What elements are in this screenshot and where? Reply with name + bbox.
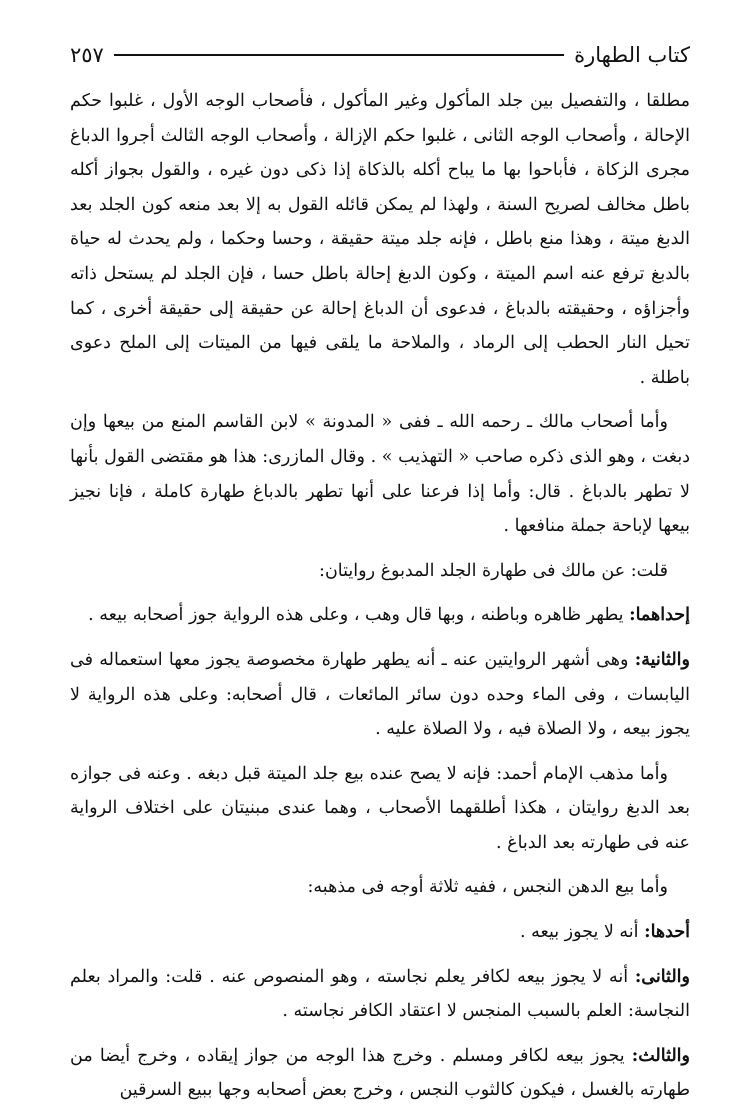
paragraph-7: [70, 870, 690, 905]
paragraph-4: [70, 598, 690, 633]
paragraph-8: [70, 915, 690, 950]
paragraph-text: مطلقا ، والتفصيل بين جلد المأكول وغير المأكول ، فأصحاب الوجه الأول ، غلبوا حكم الإحالة ، وأصحاب الوجه الثانى ، غلبوا حكم الإزالة ، وأصحاب الوجه الثالث أجروا الدباغ مجرى الزكاة ، فأباحوا بها ما يباح أكله بالذكاة إذا ذكى دون غيره ، والقول بجواز أكله باطل مخالف لصريح السنة ، ولهذا لم يمكن قائله القول به إلا بعد منعه كون الجلد بعد الدبغ ميتة ، وهذا منع باطل ، فإنه جلد ميتة حقيقة ، وحسا وحكما ، ولم يحدث له حياة بالدبغ ترفع عنه اسم الميتة ، وكون الدبغ إحالة باطل حسا ، فإن الجلد لم يستحل ذاته وأجزاؤه ، وحقيقته بالدباغ ، فدعوى أن الدباغ إحالة عن حقيقة إلى حقيقة أخرى ، كما تحيل النار الحطب إلى الرماد ، والملاحة ما يلقى فيها من الميتات إلى الملح دعوى باطلة .: [70, 91, 690, 388]
paragraph-3: [70, 554, 690, 589]
paragraph-text: وأما بيع الدهن النجس ، ففيه ثلاثة أوجه فى مذهبه:: [307, 877, 668, 898]
chapter-title: كتاب الطهارة: [574, 43, 690, 67]
header-rule: [114, 54, 564, 56]
paragraph-2: [70, 405, 690, 543]
paragraph-lead: والثالث:: [631, 1045, 690, 1066]
paragraph-1: [70, 84, 690, 395]
paragraph-lead: والثانى:: [634, 966, 690, 987]
paragraph-text: أنه لا يجوز بيعه لكافر يعلم نجاسته ، وهو المنصوص عنه . قلت: والمراد بعلم النجاسة: العلم بالسبب المنجس لا اعتقاد الكافر نجاسته .: [70, 966, 690, 1022]
paragraph-lead: إحداهما:: [629, 605, 690, 626]
paragraph-6: [70, 757, 690, 861]
paragraph-text: يجوز بيعه لكافر ومسلم . وخرج هذا الوجه من جواز إيقاده ، وخرج أيضا من طهارته بالغسل ، فيكون كالثوب النجس ، وخرج بعض أصحابه وجها ببيع السرقين: [70, 1045, 690, 1101]
paragraph-text: يطهر ظاهره وباطنه ، وبها قال وهب ، وعلى هذه الرواية جوز أصحابه بيعه .: [88, 605, 630, 626]
paragraph-10: [70, 1039, 690, 1108]
paragraph-text: وأما أصحاب مالك ـ رحمه الله ـ ففى « المدونة » لابن القاسم المنع من بيعها وإن دبغت ، وهو الذى ذكره صاحب « التهذيب » . وقال المازرى: هذا هو مقتضى القول بأنها لا تطهر بالدباغ . قال: وأما إذا فرعنا على أنها تطهر بالدباغ طهارة كاملة ، فإنا نجيز بيعها لإباحة جملة منافعها .: [70, 412, 690, 537]
paragraph-lead: أحدها:: [644, 922, 690, 943]
page-header: [70, 38, 690, 72]
paragraph-text: قلت: عن مالك فى طهارة الجلد المدبوغ روايتان:: [319, 560, 668, 581]
paragraph-9: [70, 960, 690, 1029]
page-number: ٢٥٧: [70, 43, 104, 67]
paragraph-text: وأما مذهب الإمام أحمد: فإنه لا يصح عنده بيع جلد الميتة قبل دبغه . وعنه فى جوازه بعد الدبغ روايتان ، هكذا أطلقهما الأصحاب ، وهما عندى مبنيتان على اختلاف الرواية عنه فى طهارته بعد الدباغ .: [70, 763, 690, 853]
paragraph-lead: والثانية:: [634, 649, 690, 670]
paragraph-text: أنه لا يجوز بيعه .: [520, 922, 645, 943]
paragraph-text: وهى أشهر الروايتين عنه ـ أنه يطهر طهارة مخصوصة يجوز معها استعماله فى اليابسات ، وفى الماء وحده دون سائر المائعات ، قال أصحابه: وعلى هذه الرواية لا يجوز بيعه ، ولا الصلاة فيه ، ولا الصلاة عليه .: [70, 649, 690, 740]
paragraph-5: [70, 643, 690, 747]
page-body: [70, 84, 690, 1118]
